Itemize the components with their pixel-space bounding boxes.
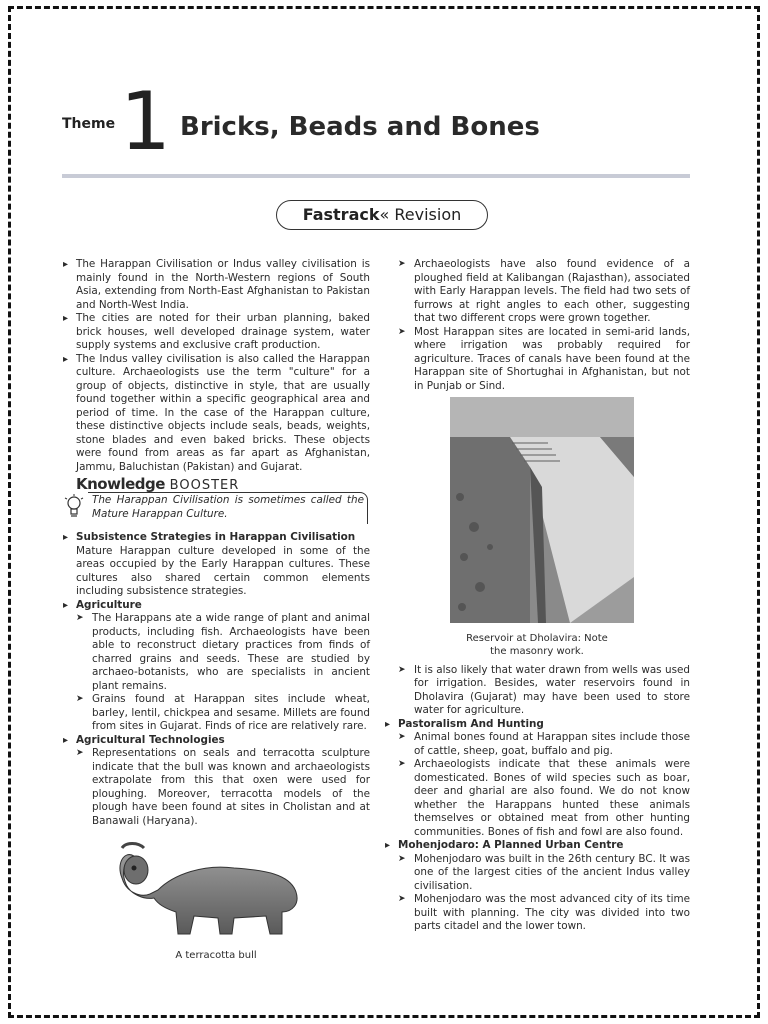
intro-bullet: ▸ The Harappan Civilisation or Indus valley civilisation is mainly found in the North-Western regions of South Asia, extending from North-East Afghanistan to Pakistan and North-West India.	[62, 258, 370, 312]
revision-mark: «	[379, 205, 390, 224]
right-item: ➤ Archaeologists have also found evidence of a ploughed field at Kalibangan (Rajasthan), associated with Early Harappan levels. The field had two sets of furrows at right angles to each other, suggesting that two different crops were grown together.	[384, 258, 690, 326]
booster-title	[76, 475, 240, 493]
mohenjodaro-item: ➤ Mohenjodaro was built in the 26th century BC. It was one of the largest cities of the ancient Indus valley civilisation.	[384, 853, 690, 894]
knowledge-booster	[62, 475, 370, 526]
right-column	[384, 258, 690, 934]
mohenjodaro-item: ➤ Mohenjodaro was the most advanced city of its time built with planning. The city was divided into two parts citadel and the lower town.	[384, 893, 690, 934]
theme-label: Theme	[62, 116, 116, 132]
booster-title-main: Knowledge	[76, 475, 165, 493]
booster-title-sub: BOOSTER	[169, 478, 240, 493]
lightbulb-icon	[64, 494, 84, 520]
title-divider	[62, 174, 690, 178]
right-item: ➤ Most Harappan sites are located in semi-arid lands, where irrigation was probably required for agriculture. Traces of canals have been found at the Harappan site of Shortughai in Afghanistan, but not in Punjab or Sind.	[384, 326, 690, 394]
theme-number: 1	[120, 75, 171, 168]
agriculture-item: ➤ The Harappans ate a wide range of plant and animal products, including fish. Archaeologists have been able to reconstruct dietary practices from finds of charred grains and seeds. These are studied by archaeo-botanists, who are specialists in ancient plant remains.	[62, 612, 370, 693]
reservoir-caption-line2: the masonry work.	[490, 645, 584, 657]
section-heading-subsistence: ▸ Subsistence Strategies in Harappan Civilisation	[62, 531, 370, 545]
section-heading-pastoralism: ▸ Pastoralism And Hunting	[384, 718, 690, 732]
terracotta-bull-image	[114, 834, 304, 940]
reservoir-caption	[384, 632, 690, 658]
agri-tech-item: ➤ Representations on seals and terracotta sculpture indicate that the bull was known and archaeologists extrapolate from this that oxen were used for ploughing. Moreover, terracotta models of the plough have been found at sites in Cholistan and at Banawali (Haryana).	[62, 747, 370, 828]
section-heading-agriculture: ▸ Agriculture	[62, 599, 370, 613]
subsistence-text: Mature Harappan culture developed in some of the areas occupied by the Early Harappan cultures. These cultures also shared certain common elements including subsistence strategies.	[76, 544, 370, 597]
intro-bullet: ▸ The Indus valley civilisation is also called the Harappan culture. Archaeologists use the term "culture" for a group of objects, distinctive in style, that are usually found together within a specific geographical area and period of time. In the case of the Harappan culture, these distinctive objects include seals, beads, weights, stone blades and even baked bricks. These objects were found from areas as far apart as Afghanistan, Jammu, Baluchistan (Pakistan) and Gujarat.	[62, 353, 370, 475]
revision-label: Revision	[394, 205, 462, 224]
revision-badge	[276, 200, 488, 230]
pastoralism-item: ➤ Archaeologists indicate that these animals were domesticated. Bones of wild species such as boar, deer and gharial are also found. We do not know whether the Harappans hunted these animals themselves or obtained meat from other hunting communities. Bones of fish and fowl are also found.	[384, 758, 690, 839]
left-column	[62, 258, 370, 962]
revision-brand: Fastrack	[302, 205, 380, 224]
reservoir-photo	[450, 397, 634, 623]
intro-bullet: ▸ The cities are noted for their urban planning, baked brick houses, well developed drainage system, water supply systems and exclusive craft production.	[62, 312, 370, 353]
page-title: Bricks, Beads and Bones	[180, 112, 540, 142]
section-heading-agri-tech: ▸ Agricultural Technologies	[62, 734, 370, 748]
agriculture-item: ➤ Grains found at Harappan sites include wheat, barley, lentil, chickpea and sesame. Millets are found from sites in Gujarat. Finds of rice are relatively rare.	[62, 693, 370, 734]
reservoir-caption-line1: Reservoir at Dholavira: Note	[466, 632, 608, 644]
bull-caption: A terracotta bull	[175, 949, 257, 961]
pastoralism-item: ➤ Animal bones found at Harappan sites include those of cattle, sheep, goat, buffalo and pig.	[384, 731, 690, 758]
right-item: ➤ It is also likely that water drawn from wells was used for irrigation. Besides, water reservoirs found in Dholavira (Gujarat) may have been used to store water for agriculture.	[384, 664, 690, 718]
section-heading-mohenjodaro: ▸ Mohenjodaro: A Planned Urban Centre	[384, 839, 690, 853]
booster-text: The Harappan Civilisation is sometimes called the Mature Harappan Culture.	[92, 494, 364, 520]
